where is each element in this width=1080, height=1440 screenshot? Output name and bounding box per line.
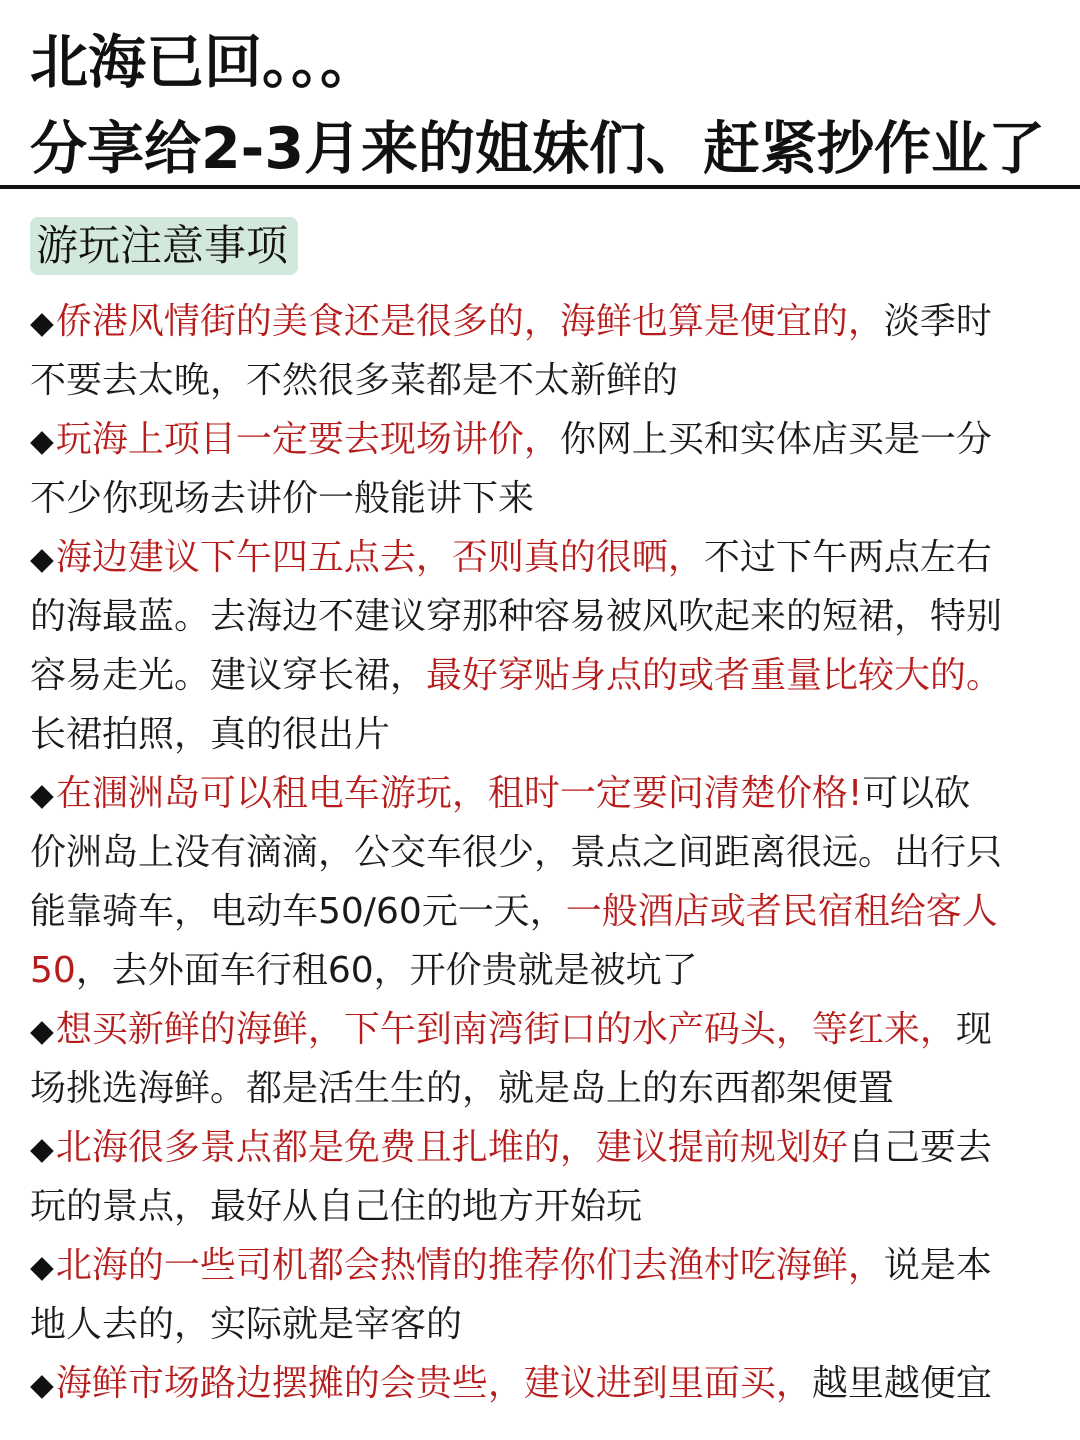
tips-list [30,292,1060,1413]
tip-item [30,1354,1060,1413]
tip-line [30,941,1060,1000]
tip-line [30,882,1060,941]
highlighted-text: 想买新鲜的海鲜，下午到南湾街口的水产码头，等红来， [55,1009,956,1050]
highlighted-text: 50 [30,950,76,991]
tip-text: 玩的景点，最好从自己住的地方开始玩 [30,1186,643,1227]
tip-item [30,292,1060,410]
tip-text: 现 [955,1009,992,1050]
tip-text: 容易走光。建议穿长裙， [30,655,427,696]
tip-line [30,1354,1060,1413]
diamond-bullet-icon: ◆ [30,1013,54,1049]
page-title-line-1: 北海已回。。。 [30,28,379,96]
tip-text: ，去外面车行租60，开价贵就是被坑了 [75,950,698,991]
tip-item [30,528,1060,764]
diamond-bullet-icon: ◆ [30,777,54,813]
tip-text: 淡季时 [883,301,992,342]
section-heading-tag: 游玩注意事项 [30,217,298,275]
tip-item [30,764,1060,1000]
tip-text: 不少你现场去讲价一般能讲下来 [30,478,535,519]
highlighted-text: 侨港风情街的美食还是很多的，海鲜也算是便宜的， [55,301,884,342]
tip-line [30,351,1060,410]
diamond-bullet-icon: ◆ [30,541,54,577]
tip-text: 自己要去 [847,1127,992,1168]
tip-item [30,1000,1060,1118]
diamond-bullet-icon: ◆ [30,1249,54,1285]
diamond-bullet-icon: ◆ [30,423,54,459]
tip-line [30,587,1060,646]
tip-text: 可以砍 [862,773,971,814]
highlighted-text: 一般酒店或者民宿租给客人 [565,891,998,932]
highlighted-text: 玩海上项目一定要去现场讲价， [55,419,560,460]
tip-text: 的海最蓝。去海边不建议穿那种容易被风吹起来的短裙，特别 [30,596,1003,637]
tip-text: 越里越便宜 [811,1363,992,1404]
tip-line [30,764,1060,823]
tip-line [30,292,1060,351]
tip-line [30,1000,1060,1059]
tip-line [30,410,1060,469]
tip-text: 能靠骑车，电动车50/60元一天， [30,891,566,932]
tip-line [30,1295,1060,1354]
tip-line [30,1059,1060,1118]
tip-line [30,646,1060,705]
tip-text: 说是本 [883,1245,992,1286]
highlighted-text: 海边建议下午四五点去，否则真的很晒， [55,537,704,578]
tip-item [30,1118,1060,1236]
tip-line [30,469,1060,528]
tip-text: 价洲岛上没有滴滴，公交车很少，景点之间距离很远。出行只 [30,832,1003,873]
tip-text: 长裙拍照，真的很出片 [30,714,391,755]
tip-item [30,1236,1060,1354]
diamond-bullet-icon: ◆ [30,1367,54,1403]
highlighted-text: 北海很多景点都是免费且扎堆的，建议提前规划好 [55,1127,848,1168]
title-divider [0,185,1080,189]
tip-line [30,1118,1060,1177]
tip-line [30,823,1060,882]
highlighted-text: 最好穿贴身点的或者重量比较大的。 [426,655,1003,696]
tip-text: 你网上买和实体店买是一分 [559,419,992,460]
tip-line [30,705,1060,764]
highlighted-text: 北海的一些司机都会热情的推荐你们去渔村吃海鲜， [55,1245,884,1286]
tip-line [30,1177,1060,1236]
highlighted-text: 在涠洲岛可以租电车游玩，租时一定要问清楚价格! [55,773,863,814]
page-title-line-2: 分享给2-3月来的姐妹们、赶紧抄作业了 [30,116,1045,182]
highlighted-text: 海鲜市场路边摆摊的会贵些，建议进到里面买， [55,1363,812,1404]
tip-line [30,1236,1060,1295]
tip-item [30,410,1060,528]
diamond-bullet-icon: ◆ [30,1131,54,1167]
diamond-bullet-icon: ◆ [30,305,54,341]
tip-text: 不过下午两点左右 [703,537,992,578]
tip-line [30,528,1060,587]
tip-text: 不要去太晚，不然很多菜都是不太新鲜的 [30,360,679,401]
tip-text: 场挑选海鲜。都是活生生的，就是岛上的东西都架便置 [30,1068,895,1109]
tip-text: 地人去的，实际就是宰客的 [30,1304,463,1345]
